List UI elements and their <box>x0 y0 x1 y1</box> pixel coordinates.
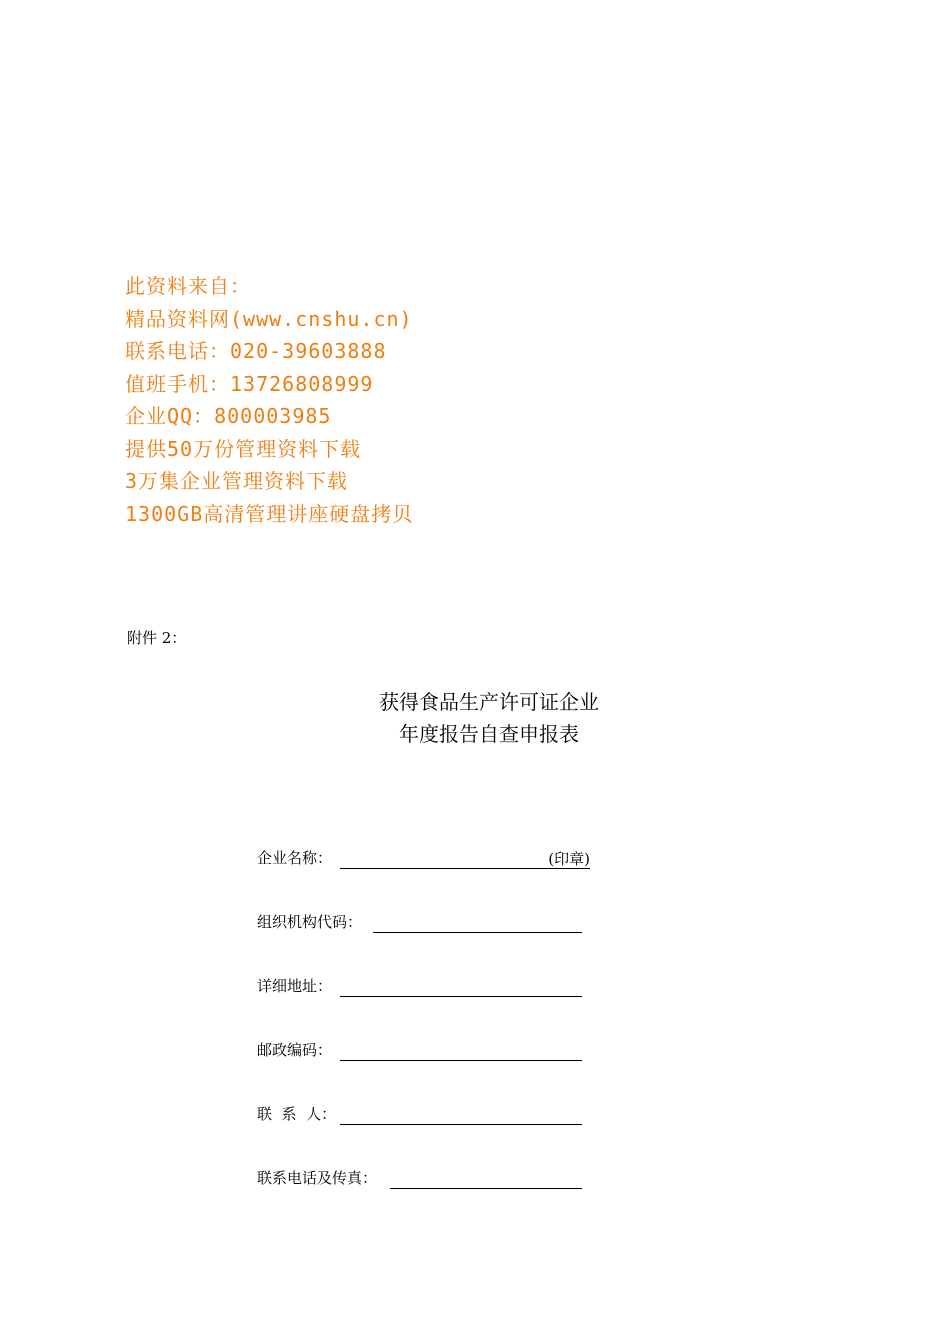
phone-fax-label: 联系电话及传真： <box>257 1169 378 1187</box>
address-label: 详细地址： <box>257 977 333 995</box>
phone-fax-row <box>257 1166 597 1230</box>
org-code-row <box>257 910 597 974</box>
postal-code-label: 邮政编码： <box>257 1041 333 1059</box>
promo-line: 提供50万份管理资料下载 <box>125 436 362 461</box>
company-name-field[interactable] <box>340 846 590 869</box>
contact-person-field[interactable] <box>340 1102 582 1125</box>
org-code-label: 组织机构代码： <box>257 913 363 931</box>
postal-code-field[interactable] <box>340 1038 582 1061</box>
company-seal-note: (印章) <box>548 850 590 868</box>
attachment-label: 附件 2： <box>127 629 187 647</box>
address-field[interactable] <box>340 974 582 997</box>
promo-line: 精品资料网(www.cnshu.cn) <box>125 306 413 331</box>
promo-line: 联系电话：020-39603888 <box>125 339 387 363</box>
promo-line: 3万集企业管理资料下载 <box>125 469 349 493</box>
contact-person-row <box>257 1102 597 1166</box>
promo-line: 值班手机：13726808999 <box>125 371 374 396</box>
promo-line: 此资料来自： <box>125 274 251 298</box>
postal-code-row <box>257 1038 597 1102</box>
promo-line: 1300GB高清管理讲座硬盘拷贝 <box>125 501 414 526</box>
contact-person-label: 联 系 人： <box>257 1105 337 1123</box>
phone-fax-field[interactable] <box>390 1166 582 1189</box>
org-code-field[interactable] <box>373 910 582 933</box>
address-row <box>257 974 597 1038</box>
title-line-1: 获得食品生产许可证企业 <box>379 690 599 714</box>
registration-form <box>257 846 597 1230</box>
company-name-row <box>257 846 597 910</box>
promo-line: 企业QQ：800003985 <box>125 404 332 428</box>
promo-block <box>125 270 725 530</box>
document-title <box>0 686 950 750</box>
title-line-2: 年度报告自查申报表 <box>399 722 579 746</box>
company-name-label: 企业名称： <box>257 849 333 867</box>
